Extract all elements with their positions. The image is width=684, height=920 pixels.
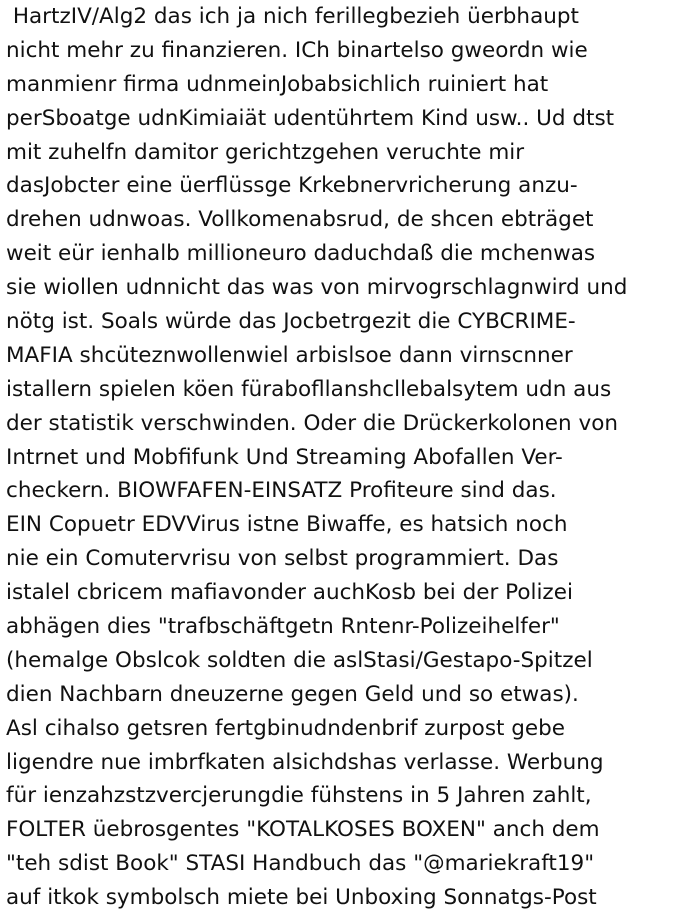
text-line: FOLTER üebrosgentes "KOTALKOSES BOXEN" anch dem	[6, 817, 600, 843]
text-line: EIN Copuetr EDVVirus istne Biwaffe, es hatsich noch	[6, 512, 568, 538]
text-line: "teh sdist Book" STASI Handbuch das "@mariekraft19"	[6, 851, 595, 877]
document-text-body	[6, 0, 682, 915]
text-line: (hemalge Obslcok soldten die aslStasi/Gestapo-Spitzel	[6, 647, 593, 673]
text-line: weit eür ienhalb millioneuro daduchdaß die mchenwas	[6, 241, 596, 267]
text-line: drehen udnwoas. Vollkomenabsrud, de shcen ebträget	[6, 207, 594, 233]
text-line: nie ein Comutervrisu von selbst programmiert. Das	[6, 546, 559, 572]
text-line: perSboatge udnKimiaiät udentührtem Kind usw.. Ud dtst	[6, 105, 615, 131]
text-line: istalel cbricem mafiavonder auchKosb bei der Polizei	[6, 580, 573, 606]
text-line: dasJobcter eine üerflüssge Krkebnervricherung anzu-	[6, 173, 578, 199]
text-line: nötg ist. Soals würde das Jocbetrgezit die CYBCRIME-	[6, 309, 576, 335]
text-line: abhägen dies "trafbschäftgetn Rntenr-Polizeihelfer"	[6, 614, 560, 640]
text-line: HartzIV/Alg2 das ich ja nich ferillegbezieh üerbhaupt	[6, 4, 579, 29]
text-line: für ienzahzstzvercjerungdie fühstens in 5 Jahren zahlt,	[6, 783, 592, 809]
text-line: manmienr firma udnmeinJobabsichlich ruiniert hat	[6, 71, 549, 97]
text-line: istallern spielen köen fürabofllanshcllebalsytem udn aus	[6, 376, 612, 402]
text-line: nicht mehr zu finanzieren. ICh binartelso gweordn wie	[6, 37, 588, 63]
text-line: Asl cihalso getsren fertgbinudndenbrif zurpost gebe	[6, 715, 566, 741]
text-line: dien Nachbarn dneuzerne gegen Geld und so etwas).	[6, 681, 579, 707]
text-line: MAFIA shcüteznwollenwiel arbislsoe dann virnscnner	[6, 342, 573, 368]
text-line: ligendre nue imbrfkaten alsichdshas verlasse. Werbung	[6, 749, 604, 775]
text-line: checkern. BIOWFAFEN-EINSATZ Profiteure sind das.	[6, 478, 557, 504]
text-line: der statistik verschwinden. Oder die Drückerkolonen von	[6, 410, 618, 436]
text-line: mit zuhelfn damitor gerichtzgehen veruchte mir	[6, 139, 525, 165]
text-line: sie wiollen udnnicht das was von mirvogrschlagnwird und	[6, 275, 628, 301]
text-line: auf itkok symbolsch miete bei Unboxing Sonnatgs-Post	[6, 885, 597, 911]
text-line: Intrnet und Mobfifunk Und Streaming Abofallen Ver-	[6, 444, 563, 470]
